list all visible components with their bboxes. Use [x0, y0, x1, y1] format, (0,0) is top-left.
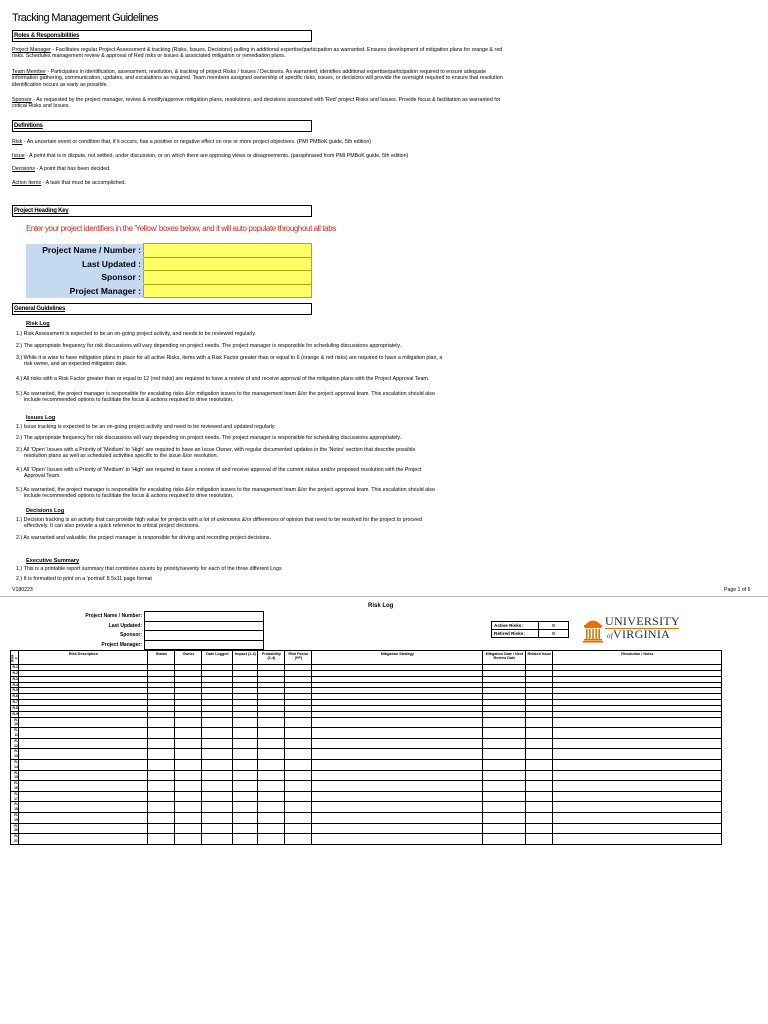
rotunda-icon	[583, 614, 603, 644]
term-description: - Facilitates regular Project Assessment & tracking (Risks, Issues, Decisions) pulling in additional expertise/participation as warranted. Ensures development of mitigation plans for orange & red risks. Schedules management review & approval of Red risks or issues & associated mitigation or remediation plans.	[12, 47, 503, 60]
risk-row	[11, 791, 722, 802]
rl-last-updated-value	[145, 621, 264, 631]
risk-cell[interactable]	[19, 738, 148, 749]
guideline-continuation: risk owner, and an expected mitigation date.	[24, 361, 128, 368]
risk-cell[interactable]	[553, 770, 722, 781]
risk-cell[interactable]	[483, 717, 526, 728]
definition-paragraph	[12, 180, 507, 186]
risk-cell[interactable]	[19, 823, 148, 834]
risk-cell[interactable]	[19, 781, 148, 792]
guideline-item	[16, 331, 516, 337]
risk-row	[11, 749, 722, 760]
guideline-text: All risks with a Risk Factor greater than or equal to 12 (red risks) are required to have a review of and receive approval of the mitigation plans with the Project Approval Team.	[23, 376, 430, 382]
risk-cell[interactable]	[175, 781, 202, 792]
col-impact: Impact (1-4)	[233, 651, 258, 665]
risk-cell[interactable]	[285, 802, 312, 813]
risk-id-cell: R-8	[12, 705, 18, 710]
risk-cell[interactable]	[553, 823, 722, 834]
risk-cell[interactable]	[175, 791, 202, 802]
risk-cell[interactable]	[233, 812, 258, 823]
guideline-item	[16, 535, 516, 541]
risk-cell[interactable]	[202, 759, 233, 770]
guideline-item	[16, 435, 516, 441]
definition-paragraph	[12, 166, 507, 172]
risk-cell[interactable]	[483, 834, 526, 845]
project-manager-label: Project Manager :	[26, 284, 144, 298]
general-heading: General Guidelines	[12, 303, 312, 315]
last-updated-input[interactable]	[144, 257, 312, 271]
risk-cell[interactable]	[175, 759, 202, 770]
risk-cell[interactable]	[553, 749, 722, 760]
term-label: Team Member	[12, 69, 46, 75]
risk-cell[interactable]	[175, 802, 202, 813]
risk-cell[interactable]	[526, 717, 553, 728]
risk-cell[interactable]	[312, 770, 483, 781]
risk-cell[interactable]	[175, 812, 202, 823]
risk-cell[interactable]	[175, 749, 202, 760]
risk-cell[interactable]	[202, 823, 233, 834]
risk-cell[interactable]	[285, 781, 312, 792]
rl-project-manager-value	[145, 640, 264, 650]
risk-cell[interactable]	[553, 812, 722, 823]
risk-log-body	[11, 665, 722, 845]
logo-wordmark: UNIVERSITY ofVIRGINIA	[605, 614, 680, 641]
risk-cell[interactable]	[285, 717, 312, 728]
col-resolution-notes: Resolution / Notes	[553, 651, 722, 665]
risk-cell[interactable]	[285, 728, 312, 739]
risk-cell[interactable]	[175, 823, 202, 834]
guideline-text: As warranted, the project manager is responsible for escalating risks &/or mitigation issues to the management team &/or the project approval team. This escalation should also	[23, 391, 435, 397]
risk-cell[interactable]	[483, 759, 526, 770]
risk-cell[interactable]	[233, 781, 258, 792]
guideline-item	[16, 517, 516, 530]
risk-cell[interactable]	[553, 759, 722, 770]
rl-last-updated-label: Last Updated:	[108, 622, 142, 629]
risk-cell[interactable]	[202, 781, 233, 792]
risk-cell[interactable]	[258, 728, 285, 739]
risk-id-cell: R-16	[11, 781, 19, 792]
guideline-continuation: resolution plans as well as scheduled activities specific to the issue &/or resolution.	[24, 453, 219, 460]
guideline-item	[16, 467, 516, 480]
retired-risks-label: Retired Risks:	[492, 630, 539, 638]
term-description: - A task that must be accomplished.	[41, 180, 126, 186]
guideline-text: Decision tracking is an activity that can provide high value for projects with a lot of unknowns &/or differences of opinion that need to be resolved for the project to proceed	[23, 517, 422, 523]
risk-id-cell: R-2	[12, 670, 18, 675]
risk-cell[interactable]	[148, 834, 175, 845]
risk-cell[interactable]	[285, 770, 312, 781]
retired-risks-value: 0	[539, 630, 569, 638]
risk-cell[interactable]	[233, 834, 258, 845]
executive-summary-subheading: Executive Summary	[26, 558, 80, 564]
risk-cell[interactable]	[312, 781, 483, 792]
risk-cell[interactable]	[553, 738, 722, 749]
risk-id-cell: R-3	[12, 676, 18, 681]
guideline-number: 4.)	[16, 376, 23, 382]
risk-cell[interactable]	[312, 749, 483, 760]
col-related-issue: Related Issue	[526, 651, 553, 665]
risk-cell[interactable]	[148, 738, 175, 749]
guideline-text: As warranted and valuable, the project manager is responsible for driving and recording project decisions.	[23, 535, 271, 541]
project-manager-input[interactable]	[144, 284, 312, 298]
guideline-continuation: Approval Team.	[24, 473, 61, 480]
heading-key-heading: Project Heading Key	[12, 205, 312, 217]
risk-log-heading-table	[60, 611, 264, 650]
risk-cell[interactable]	[312, 738, 483, 749]
issues-log-subheading: Issues Log	[26, 415, 56, 421]
guideline-item	[16, 343, 516, 349]
risk-cell[interactable]	[175, 770, 202, 781]
project-heading-table	[26, 243, 312, 298]
guideline-text: The appropriate frequency for risk discussions will vary depending on project needs. The project manager is responsible for scheduling discussions appropriately.	[23, 435, 402, 441]
guideline-text: All 'Open' Issues with a Priority of 'Medium' to 'High' are required to have an Issue Owner, with regular documented updates in the 'Notes' section that describe possible	[23, 447, 416, 453]
risk-cell[interactable]	[483, 770, 526, 781]
definition-paragraph	[12, 69, 507, 88]
risk-cell[interactable]	[526, 812, 553, 823]
risk-cell[interactable]	[483, 791, 526, 802]
risk-counts-table	[491, 621, 569, 638]
risk-cell[interactable]	[233, 738, 258, 749]
risk-id-cell: R-20	[11, 823, 19, 834]
guideline-text: The appropriate frequency for risk discussions will vary depending on project needs. The project manager is responsible for scheduling discussions appropriately.	[23, 343, 402, 349]
risk-cell[interactable]	[148, 812, 175, 823]
risk-id-cell: R-6	[12, 694, 18, 699]
risk-cell[interactable]	[148, 823, 175, 834]
risk-cell[interactable]	[19, 834, 148, 845]
risk-cell[interactable]	[233, 717, 258, 728]
risk-cell[interactable]	[202, 791, 233, 802]
guideline-number: 5.)	[16, 487, 23, 493]
risk-cell[interactable]	[19, 791, 148, 802]
risk-id-cell: R-1	[12, 665, 18, 670]
risk-cell[interactable]	[202, 717, 233, 728]
active-risks-value: 0	[539, 622, 569, 630]
risk-cell[interactable]	[148, 770, 175, 781]
risk-id-cell: R-13	[11, 749, 19, 760]
risk-id-cell: R-12	[11, 738, 19, 749]
definition-paragraph	[12, 139, 507, 145]
risk-cell[interactable]	[526, 749, 553, 760]
risk-cell[interactable]	[202, 728, 233, 739]
risk-cell[interactable]	[233, 802, 258, 813]
risk-cell[interactable]	[148, 781, 175, 792]
risk-cell[interactable]	[553, 728, 722, 739]
risk-row	[11, 781, 722, 792]
risk-id-cell: R-14	[11, 759, 19, 770]
col-risk-factor: Risk Factor (I*P)	[285, 651, 312, 665]
risk-cell[interactable]	[202, 834, 233, 845]
risk-cell[interactable]	[285, 812, 312, 823]
sponsor-input[interactable]	[144, 271, 312, 285]
risk-row	[11, 759, 722, 770]
risk-cell[interactable]	[258, 812, 285, 823]
risk-cell[interactable]	[483, 749, 526, 760]
risk-cell[interactable]	[19, 749, 148, 760]
heading-key-note: Enter your project identifiers in the 'Yellow' boxes below, and it will auto populate throughout all tabs	[26, 224, 336, 233]
guideline-number: 1.)	[16, 331, 23, 337]
risk-row	[11, 738, 722, 749]
risk-cell[interactable]	[202, 738, 233, 749]
risk-id-cell: R-19	[11, 812, 19, 823]
definition-paragraph	[12, 153, 507, 159]
risk-row	[11, 717, 722, 728]
risk-cell[interactable]	[553, 791, 722, 802]
guideline-item	[16, 487, 516, 500]
guideline-item	[16, 355, 516, 368]
risk-row	[11, 812, 722, 823]
guideline-text: All 'Open' Issues with a Priority of 'Medium' to 'High' are required to have a review of and receive approval of the current status and/or proposed resolution with the Project	[23, 467, 422, 473]
risk-id-cell: R-7	[12, 700, 18, 705]
risk-cell[interactable]	[285, 738, 312, 749]
risk-cell[interactable]	[19, 802, 148, 813]
risk-cell[interactable]	[148, 802, 175, 813]
risk-row	[11, 834, 722, 845]
risk-cell[interactable]	[526, 770, 553, 781]
risk-id-cell: R-17	[11, 791, 19, 802]
risk-cell[interactable]	[233, 759, 258, 770]
guideline-item	[16, 424, 516, 430]
col-owner: Owner	[175, 651, 202, 665]
term-description: - A point that has been decided.	[34, 166, 111, 172]
risk-cell[interactable]	[19, 759, 148, 770]
term-label: Action Items	[12, 180, 42, 186]
risk-id-cell: R-21	[11, 834, 19, 845]
guideline-item	[16, 391, 516, 404]
col-mitigation-strategy: Mitigation Strategy	[312, 651, 483, 665]
guideline-text: Risk Assessment is expected to be an on-going project activity, and needs to be reviewed regularly.	[23, 331, 257, 337]
risk-cell[interactable]	[175, 717, 202, 728]
risk-cell[interactable]	[312, 759, 483, 770]
risk-cell[interactable]	[553, 717, 722, 728]
risk-cell[interactable]	[312, 812, 483, 823]
risk-cell[interactable]	[148, 717, 175, 728]
guideline-number: 2.)	[16, 343, 23, 349]
risk-cell[interactable]	[285, 759, 312, 770]
decisions-log-subheading: Decisions Log	[26, 508, 65, 514]
logo-underline	[605, 628, 679, 629]
risk-cell[interactable]	[233, 823, 258, 834]
risk-cell[interactable]	[312, 728, 483, 739]
term-label: Issue	[12, 153, 25, 159]
risk-log-grid	[10, 650, 722, 845]
definition-paragraph	[12, 47, 507, 60]
col-status: Status	[148, 651, 175, 665]
risk-cell[interactable]	[553, 802, 722, 813]
risk-row	[11, 770, 722, 781]
risk-cell[interactable]	[148, 728, 175, 739]
risk-cell[interactable]	[526, 791, 553, 802]
guideline-number: 3.)	[16, 447, 23, 453]
risk-cell[interactable]	[175, 738, 202, 749]
risk-log-header-row	[11, 651, 722, 665]
guideline-number: 1.)	[16, 566, 23, 572]
risk-cell[interactable]	[526, 759, 553, 770]
risk-cell[interactable]	[553, 781, 722, 792]
risk-cell[interactable]	[483, 812, 526, 823]
risk-cell[interactable]	[19, 728, 148, 739]
risk-cell[interactable]	[285, 749, 312, 760]
col-probability: Probability (1-4)	[258, 651, 285, 665]
guideline-text: Issue tracking is expected to be an on-going project activity and need to be reviewed and updated regularly.	[23, 424, 276, 430]
risk-cell[interactable]	[233, 770, 258, 781]
risk-cell[interactable]	[258, 781, 285, 792]
risk-cell[interactable]	[312, 791, 483, 802]
risk-cell[interactable]	[258, 717, 285, 728]
risk-cell[interactable]	[202, 749, 233, 760]
risk-cell[interactable]	[258, 823, 285, 834]
risk-id-cell: R-4	[12, 682, 18, 687]
risk-cell[interactable]	[233, 728, 258, 739]
risk-log-title: Risk Log	[368, 603, 394, 609]
term-description: - Participates in identification, assessment, resolution, & tracking of project Risks / Issues / Decisions. As warranted, identifies additional expertise/participation required to ensure adequate information gathering, communication, updates, and escalations as required. Team members assigned ownership of specific risks, issues, or decisions will provide the oversight required to ensure that resolution identification occurs as early as possible.	[12, 69, 503, 88]
risk-id-cell: R-9	[12, 711, 18, 716]
term-description: - An uncertain event or condition that, if it occurs, has a positive or negative effect on one or more project objectives. (PMI PMBoK guide, 5th edition)	[22, 139, 372, 145]
risk-id-cell: R-5	[12, 688, 18, 693]
col-mitigation-date: Mitigation Date / Next Review Date	[483, 651, 526, 665]
risk-cell[interactable]	[312, 834, 483, 845]
term-label: Project Manager	[12, 47, 51, 53]
version-label: V180223	[12, 587, 33, 593]
col-risk-id: Risk #	[11, 651, 19, 665]
rl-project-name-label: Project Name / Number:	[85, 613, 142, 620]
risk-row	[11, 823, 722, 834]
risk-cell[interactable]	[233, 791, 258, 802]
risk-cell[interactable]	[258, 738, 285, 749]
guideline-text: It is formatted to print on a 'portrait' 8.5x11 page format	[23, 576, 152, 582]
risk-cell[interactable]	[312, 823, 483, 834]
risk-id-cell: R-15	[11, 770, 19, 781]
guideline-item	[16, 576, 516, 582]
risk-cell[interactable]	[19, 812, 148, 823]
rl-project-name-value	[145, 612, 264, 622]
risk-cell[interactable]	[526, 823, 553, 834]
risk-cell[interactable]	[202, 802, 233, 813]
risk-cell[interactable]	[202, 812, 233, 823]
risk-cell[interactable]	[312, 802, 483, 813]
risk-row	[11, 802, 722, 813]
risk-cell[interactable]	[526, 802, 553, 813]
risk-cell[interactable]	[258, 802, 285, 813]
guideline-text: While it is wise to have mitigation plans in place for all active Risks, items with a Risk Factor greater than or equal to 6 (orange & red risks) are required to have a mitigation plan, a	[23, 355, 443, 361]
document-title: Tracking Management Guidelines	[12, 12, 159, 24]
project-name-input[interactable]	[144, 244, 312, 258]
risk-id-cell: R-18	[11, 802, 19, 813]
risk-id-cell: R-10	[11, 717, 19, 728]
term-description: - As requested by the project manager, review & modify/approve mitigation plans, resolutions, and decisions associated with 'Red' project Risks and Issues. Provide focus & facilitation as warranted for critical Risks and Issues.	[12, 97, 501, 110]
guideline-number: 1.)	[16, 424, 23, 430]
guideline-item	[16, 376, 516, 382]
guideline-continuation: include recommended options to facilitate the focus & actions required to drive resolution.	[24, 397, 234, 404]
guideline-number: 5.)	[16, 391, 23, 397]
risk-cell[interactable]	[483, 823, 526, 834]
risk-cell[interactable]	[483, 728, 526, 739]
risk-cell[interactable]	[526, 738, 553, 749]
risk-cell[interactable]	[202, 770, 233, 781]
risk-cell[interactable]	[526, 781, 553, 792]
term-label: Risk	[12, 139, 23, 145]
risk-log-subheading: Risk Log	[26, 321, 50, 327]
guideline-item	[16, 447, 516, 460]
guideline-continuation: effectively. It can also provide a quick reference to critical project decisions.	[24, 523, 200, 530]
risk-row	[11, 728, 722, 739]
page-divider	[0, 596, 768, 597]
risk-cell[interactable]	[483, 781, 526, 792]
risk-cell[interactable]	[148, 749, 175, 760]
risk-cell[interactable]	[175, 834, 202, 845]
guideline-text: As warranted, the project manager is responsible for escalating risks &/or mitigation issues to the management team &/or the project approval team. This escalation should also	[23, 487, 435, 493]
guideline-number: 2.)	[16, 576, 23, 582]
guideline-number: 3.)	[16, 355, 23, 361]
guideline-text: This is a printable report summary that combines counts by priority/severity for each of the three different Logs	[23, 566, 282, 572]
risk-cell[interactable]	[258, 749, 285, 760]
guideline-continuation: include recommended options to facilitate the focus & actions required to drive resolution.	[24, 493, 234, 500]
risk-cell[interactable]	[483, 802, 526, 813]
guideline-number: 2.)	[16, 435, 23, 441]
roles-heading: Roles & Responsibilities	[12, 30, 312, 42]
university-logo	[583, 614, 681, 644]
risk-cell[interactable]	[258, 759, 285, 770]
risk-cell[interactable]	[312, 717, 483, 728]
risk-cell[interactable]	[526, 834, 553, 845]
guideline-number: 4.)	[16, 467, 23, 473]
term-label: Decisions	[12, 166, 35, 172]
term-description: - A point that is in dispute, not settled, under discussion, or on which there are opposing views or disagreements. (paraphrased from PMI PMBoK guide, 5th edition)	[24, 153, 409, 159]
guideline-number: 2.)	[16, 535, 23, 541]
definitions-heading: Definitions	[12, 120, 312, 132]
risk-cell[interactable]	[175, 728, 202, 739]
risk-cell[interactable]	[285, 834, 312, 845]
risk-cell[interactable]	[258, 770, 285, 781]
risk-cell[interactable]	[258, 834, 285, 845]
risk-cell[interactable]	[258, 791, 285, 802]
rl-project-manager-label: Project Manager:	[101, 641, 142, 648]
risk-cell[interactable]	[483, 738, 526, 749]
risk-cell[interactable]	[148, 791, 175, 802]
rl-sponsor-value	[145, 631, 264, 641]
last-updated-label: Last Updated :	[26, 257, 144, 271]
rl-sponsor-label: Sponsor:	[120, 632, 142, 639]
project-name-label: Project Name / Number :	[26, 244, 144, 258]
risk-cell[interactable]	[553, 834, 722, 845]
col-risk-description: Risk Description	[19, 651, 148, 665]
guideline-number: 1.)	[16, 517, 23, 523]
risk-cell[interactable]	[285, 791, 312, 802]
active-risks-label: Active Risks:	[492, 622, 539, 630]
guideline-item	[16, 566, 516, 572]
definition-paragraph	[12, 97, 507, 110]
risk-cell[interactable]	[285, 823, 312, 834]
risk-cell[interactable]	[19, 770, 148, 781]
risk-cell[interactable]	[526, 728, 553, 739]
risk-cell[interactable]	[19, 717, 148, 728]
term-label: Sponsor	[12, 97, 32, 103]
risk-id-cell: R-11	[11, 728, 19, 739]
sponsor-label: Sponsor :	[26, 271, 144, 285]
col-date-logged: Date Logged	[202, 651, 233, 665]
risk-cell[interactable]	[233, 749, 258, 760]
page-number: Page 1 of 6	[724, 587, 751, 593]
risk-cell[interactable]	[148, 759, 175, 770]
